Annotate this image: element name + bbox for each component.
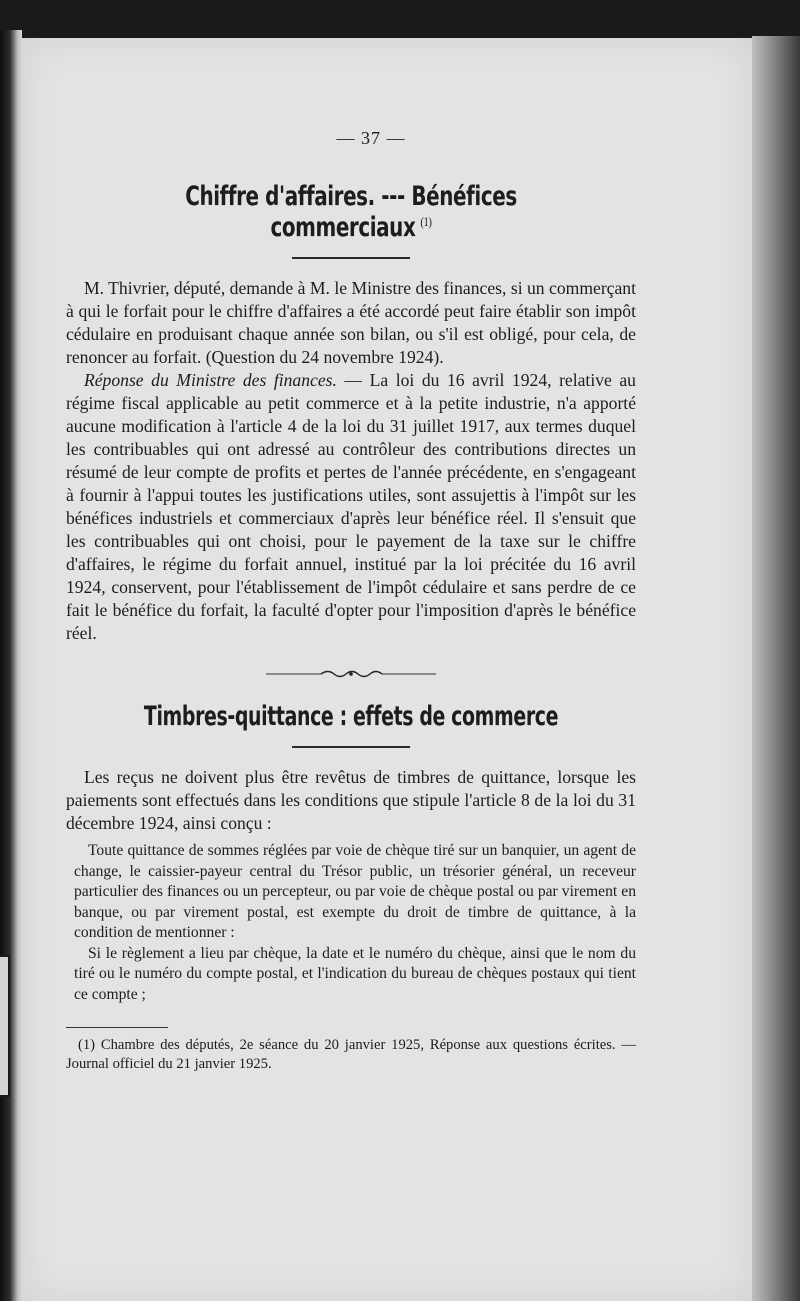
- page-edge-shadow: [752, 36, 800, 1301]
- quote-paragraph-2: Si le règlement a lieu par chèque, la date et le numéro du chèque, ainsi que le nom du tiré ou le numéro du compte postal, et l'indication du bureau de chèques postaux qui tient ce compte ;: [74, 944, 636, 1003]
- section-title-chiffre-affaires: [117, 181, 584, 243]
- response-label: Réponse du Ministre des finances.: [84, 370, 337, 390]
- page-content: [66, 128, 636, 1074]
- section-title-text: Chiffre d'affaires. --- Bénéfices commerciaux: [185, 181, 517, 243]
- bookmark-tab: [0, 955, 10, 1097]
- footnote-separator: [66, 1027, 168, 1028]
- title-underline: [292, 257, 410, 259]
- response-text: — La loi du 16 avril 1924, relative au régime fiscal applicable au petit commerce et à la petite industrie, n'a apporté aucune modification à l'article 4 de la loi du 31 juillet 1917, aux termes duquel les contribuables qui ont adressé au contrôleur des contributions directes un résumé de leur compte de profits et pertes de l'année précédente, en s'engageant à fournir à l'appui toutes les justifications utiles, sont assujettis à l'impôt sur les bénéfices industriels et commerciaux d'après leur bénéfice réel. Il s'ensuit que les contribuables qui ont choisi, pour le payement de la taxe sur le chiffre d'affaires, le régime du forfait annuel, institué par la loi précitée du 16 avril 1924, conservent, pour l'établissement de l'impôt cédulaire et sans perdre de ce fait le bénéfice du forfait, la faculté d'opter pour l'imposition d'après le bénéfice réel.: [66, 370, 636, 643]
- question-paragraph: M. Thivrier, député, demande à M. le Ministre des finances, si un commerçant à qui le forfait pour le chiffre d'affaires a été accordé peut faire établir son impôt cédulaire en produisant chaque année son bilan, ou s'il est obligé, pour cela, de renoncer au forfait. (Question du 24 novembre 1924).: [66, 278, 636, 367]
- footnote: (1) Chambre des députés, 2e séance du 20 janvier 1925, Réponse aux questions écrites. — Journal officiel du 21 janvier 1925.: [66, 1037, 636, 1072]
- quote-paragraph-1: Toute quittance de sommes réglées par voie de chèque tiré sur un banquier, un agent de change, le caissier-payeur central du Trésor public, un trésorier général, un receveur particulier des finances ou un percepteur, ou par voie de chèque postal ou par virement en banque, ou par virement postal, est exempte du droit de timbre de quittance, à la condition de mentionner :: [74, 842, 636, 941]
- ornament-divider-icon: [266, 667, 436, 681]
- footnote-reference: (1): [420, 214, 432, 229]
- book-binding: [0, 30, 22, 1301]
- response-paragraph: [66, 369, 636, 645]
- section-title-timbres-quittance: Timbres-quittance : effets de commerce: [143, 701, 559, 732]
- intro-paragraph: Les reçus ne doivent plus être revêtus de timbres de quittance, lorsque les paiements sont effectués dans les conditions que stipule l'article 8 de la loi du 31 décembre 1924, ainsi conçu :: [66, 767, 636, 833]
- title-underline: [292, 746, 410, 748]
- law-quotation: [66, 841, 636, 1005]
- page-number: — 37 —: [336, 128, 406, 148]
